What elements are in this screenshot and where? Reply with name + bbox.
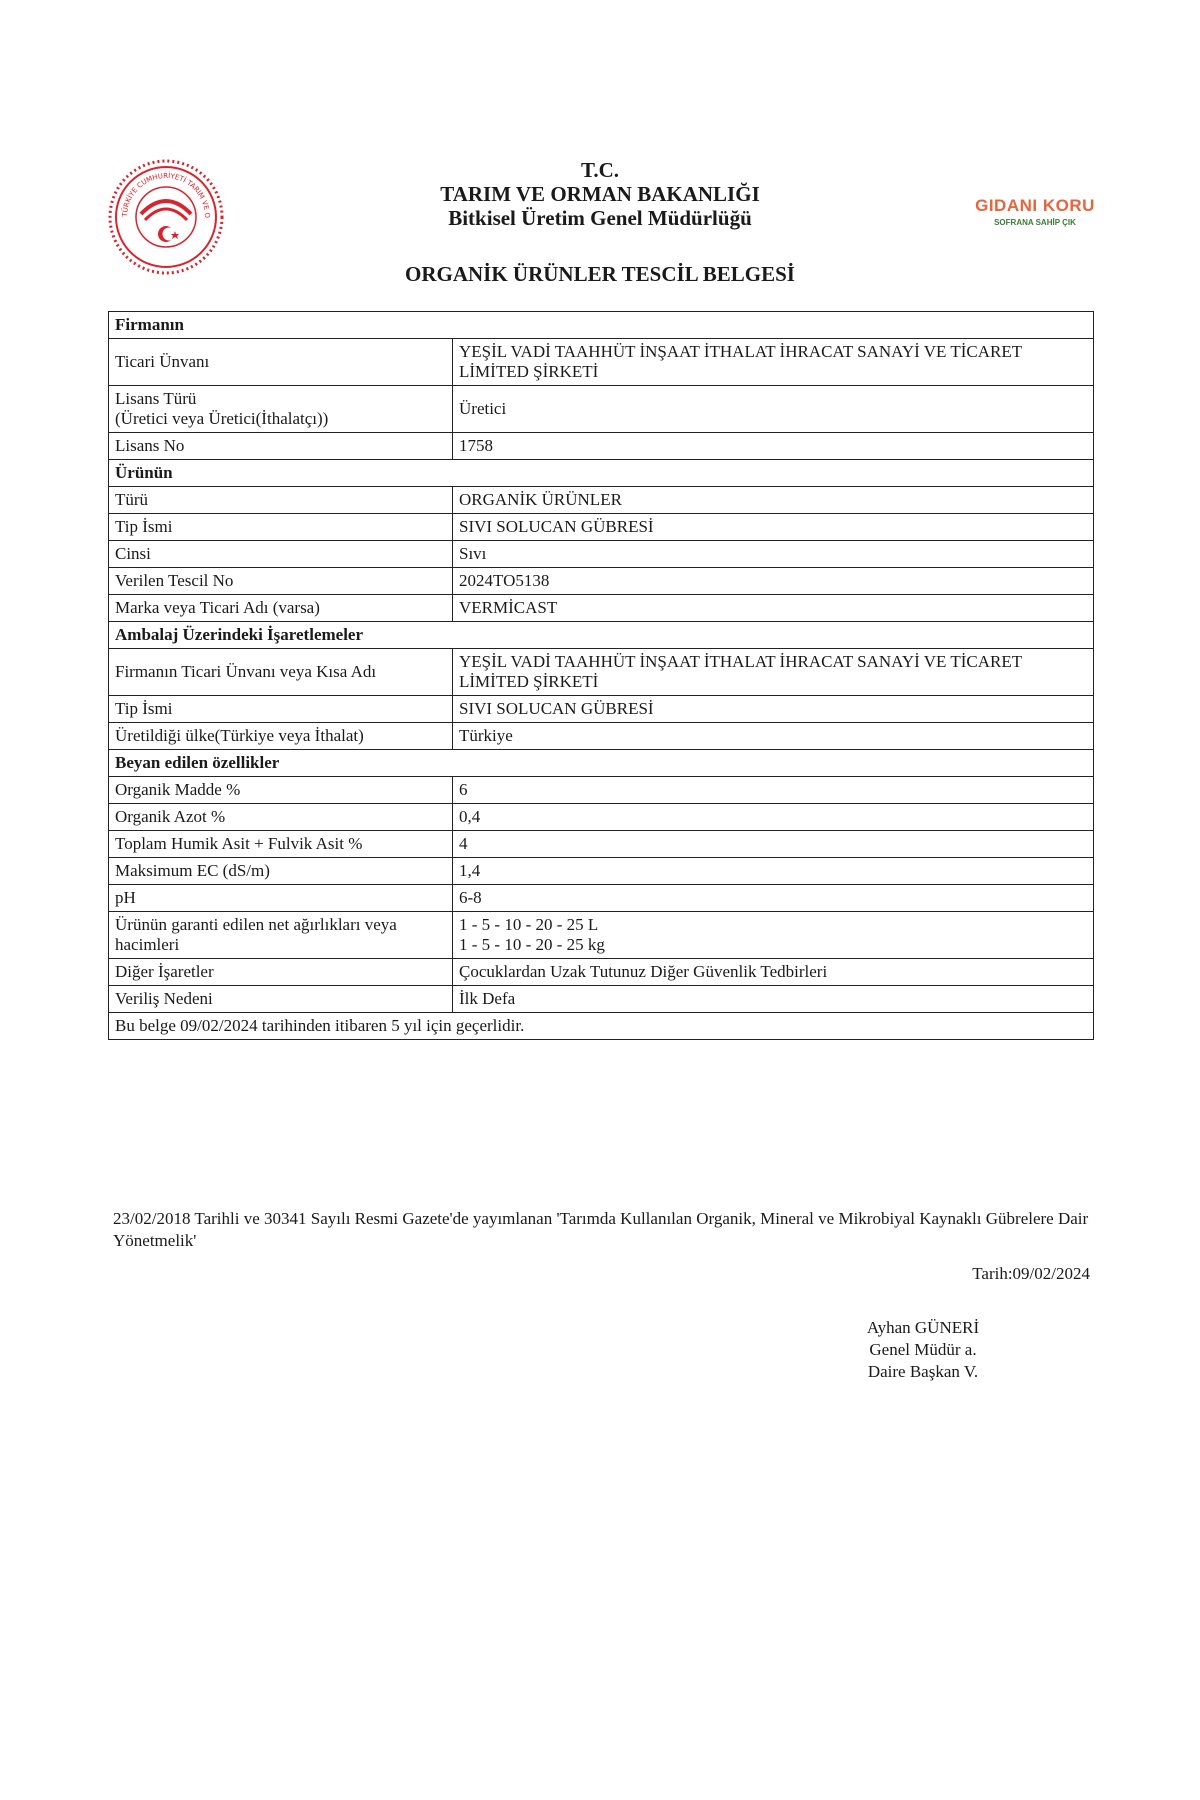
row-label: Verilen Tescil No (109, 568, 453, 595)
row-value: YEŞİL VADİ TAAHHÜT İNŞAAT İTHALAT İHRACAT SANAYİ VE TİCARET LİMİTED ŞİRKETİ (453, 339, 1094, 386)
section-title-properties: Beyan edilen özellikler (109, 750, 1094, 777)
row-value: 1 - 5 - 10 - 20 - 25 L 1 - 5 - 10 - 20 - 25 kg (453, 912, 1094, 959)
table-row (109, 723, 1094, 750)
row-label: Türü (109, 487, 453, 514)
section-title-firm: Firmanın (109, 312, 1094, 339)
section-row (109, 622, 1094, 649)
row-label: Lisans Türü (Üretici veya Üretici(İthalatçı)) (109, 386, 453, 433)
row-value: ORGANİK ÜRÜNLER (453, 487, 1094, 514)
row-label: Diğer İşaretler (109, 959, 453, 986)
row-label: Lisans No (109, 433, 453, 460)
row-value: SIVI SOLUCAN GÜBRESİ (453, 696, 1094, 723)
certificate-table (108, 311, 1094, 1040)
row-label: Toplam Humik Asit + Fulvik Asit % (109, 831, 453, 858)
table-row (109, 433, 1094, 460)
ministry-seal-icon (107, 158, 225, 276)
table-row (109, 986, 1094, 1013)
header-ministry: TARIM VE ORMAN BAKANLIĞI (440, 182, 760, 206)
signature-block (858, 1317, 988, 1383)
row-value: 1758 (453, 433, 1094, 460)
table-row (109, 649, 1094, 696)
header-tc: T.C. (580, 158, 620, 182)
row-label: Tip İsmi (109, 514, 453, 541)
section-row (109, 750, 1094, 777)
row-value: VERMİCAST (453, 595, 1094, 622)
row-label: Ticari Ünvanı (109, 339, 453, 386)
row-value: Üretici (453, 386, 1094, 433)
row-value: Türkiye (453, 723, 1094, 750)
table-row (109, 777, 1094, 804)
regulation-note: 23/02/2018 Tarihli ve 30341 Sayılı Resmi Gazete'de yayımlanan 'Tarımda Kullanılan Organik, Mineral ve Mikrobiyal Kaynaklı Gübrelere Dair Yönetmelik' (113, 1209, 1089, 1250)
table-row (109, 858, 1094, 885)
row-label: Üretildiği ülke(Türkiye veya İthalat) (109, 723, 453, 750)
validity-row (109, 1013, 1094, 1040)
section-title-packaging: Ambalaj Üzerindeki İşaretlemeler (109, 622, 1094, 649)
row-value: 1,4 (453, 858, 1094, 885)
table-row (109, 804, 1094, 831)
row-label: Ürünün garanti edilen net ağırlıkları veya hacimleri (109, 912, 453, 959)
row-label: Cinsi (109, 541, 453, 568)
table-row (109, 386, 1094, 433)
document-header (300, 158, 900, 230)
document-title: ORGANİK ÜRÜNLER TESCİL BELGESİ (405, 262, 795, 286)
brand-logo (960, 196, 1110, 227)
row-value: 6-8 (453, 885, 1094, 912)
table-row (109, 487, 1094, 514)
table-row (109, 696, 1094, 723)
row-value: 4 (453, 831, 1094, 858)
table-row (109, 595, 1094, 622)
row-value: 0,4 (453, 804, 1094, 831)
row-value: 2024TO5138 (453, 568, 1094, 595)
row-label: Veriliş Nedeni (109, 986, 453, 1013)
section-row (109, 460, 1094, 487)
header-department: Bitkisel Üretim Genel Müdürlüğü (448, 206, 752, 230)
row-value: Çocuklardan Uzak Tutunuz Diğer Güvenlik Tedbirleri (453, 959, 1094, 986)
row-label: Maksimum EC (dS/m) (109, 858, 453, 885)
section-row (109, 312, 1094, 339)
row-value: SIVI SOLUCAN GÜBRESİ (453, 514, 1094, 541)
row-label: Tip İsmi (109, 696, 453, 723)
table-row (109, 959, 1094, 986)
signatory-title-1: Genel Müdür a. (869, 1340, 977, 1359)
row-value: YEŞİL VADİ TAAHHÜT İNŞAAT İTHALAT İHRACAT SANAYİ VE TİCARET LİMİTED ŞİRKETİ (453, 649, 1094, 696)
table-row (109, 339, 1094, 386)
row-label: Firmanın Ticari Ünvanı veya Kısa Adı (109, 649, 453, 696)
row-value: İlk Defa (453, 986, 1094, 1013)
validity-note: Bu belge 09/02/2024 tarihinden itibaren 5 yıl için geçerlidir. (109, 1013, 1094, 1040)
table-row (109, 541, 1094, 568)
table-row (109, 885, 1094, 912)
signatory-name: Ayhan GÜNERİ (866, 1318, 980, 1337)
table-row (109, 831, 1094, 858)
ministry-emblem (107, 158, 225, 276)
section-title-product: Ürünün (109, 460, 1094, 487)
row-label: pH (109, 885, 453, 912)
row-label: Organik Azot % (109, 804, 453, 831)
table-row (109, 514, 1094, 541)
row-label: Organik Madde % (109, 777, 453, 804)
issue-date: Tarih:09/02/2024 (972, 1264, 1090, 1283)
brand-name: GIDANI KORU (975, 196, 1095, 215)
row-value: Sıvı (453, 541, 1094, 568)
row-label: Marka veya Ticari Adı (varsa) (109, 595, 453, 622)
signatory-title-2: Daire Başkan V. (867, 1362, 979, 1381)
brand-slogan: SOFRANA SAHİP ÇIK (994, 218, 1076, 227)
row-value: 6 (453, 777, 1094, 804)
table-row (109, 568, 1094, 595)
table-row (109, 912, 1094, 959)
svg-text:TÜRKİYE CUMHURİYETİ TARIM VE O: TÜRKİYE CUMHURİYETİ TARIM VE O (120, 171, 212, 219)
